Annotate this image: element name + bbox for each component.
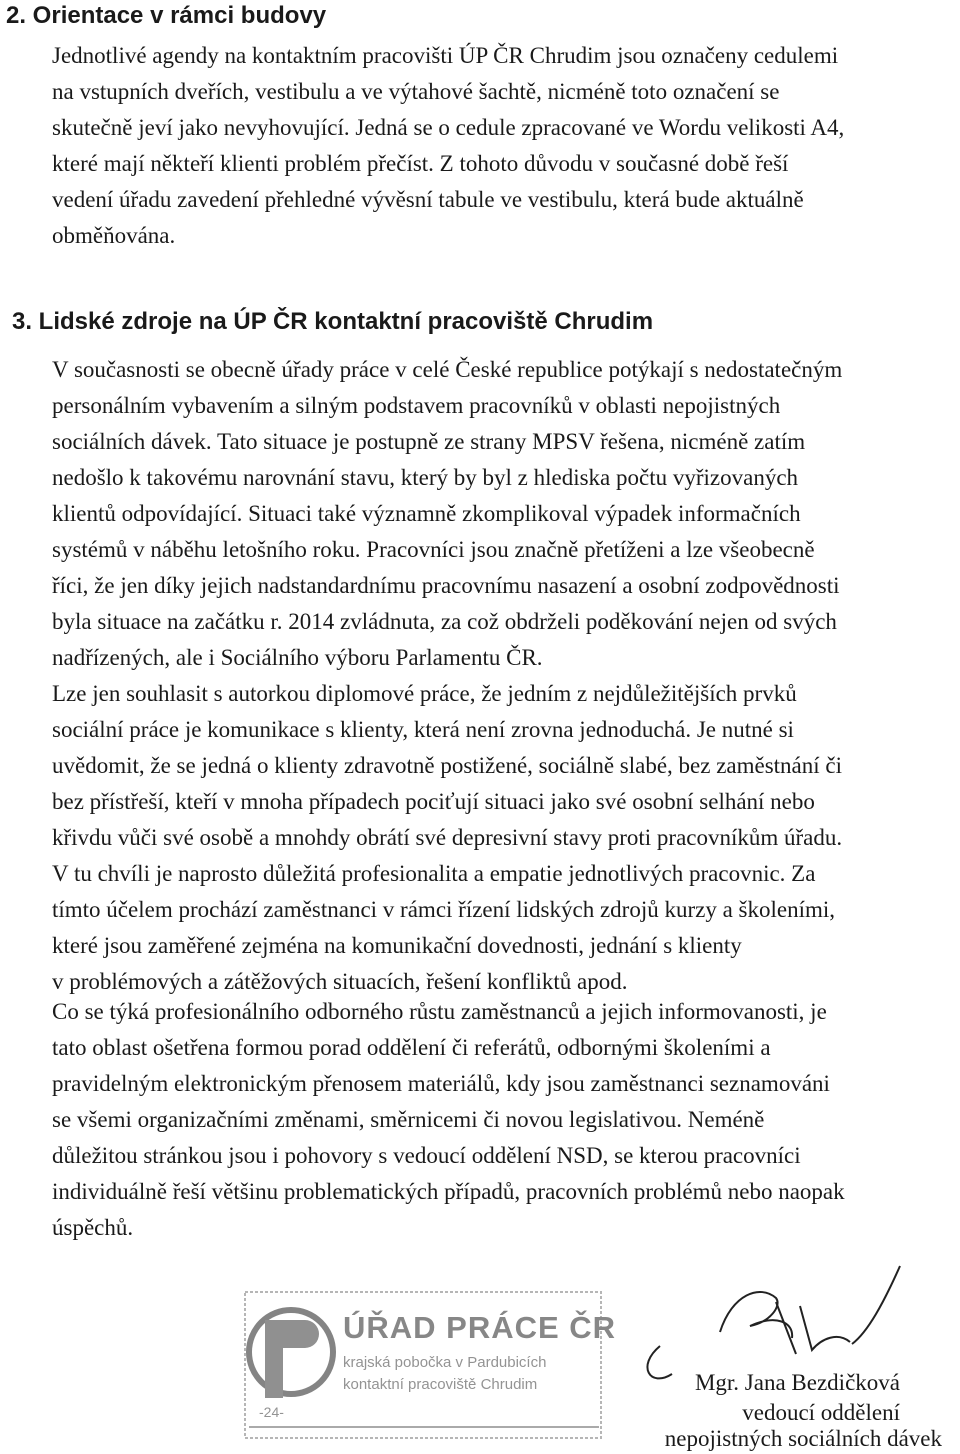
text-line: křivdu vůči své osobě a mnohdy obrátí své depresivní stavy proti pracovníkům úřadu. [52,825,843,850]
signature-block [600,1262,930,1402]
text-line: personálním vybavením a silným podstavem pracovníků v oblasti nepojistných [52,393,781,418]
text-line: nadřízených, ale i Sociálního výboru Parlamentu ČR. [52,645,543,670]
text-line: bez přístřeší, kteří v mnoha případech pociťují situaci jako své osobní selhání nebo [52,789,815,814]
text-line: v problémových a zátěžových situacích, řešení konfliktů apod. [52,969,628,994]
text-line: Lze jen souhlasit s autorkou diplomové práce, že jedním z nejdůležitějších prvků [52,681,797,706]
signatory-name: Mgr. Jana Bezdičková [694,1370,900,1395]
text-line: klientů odpovídající. Situaci také významně zkomplikoval výpadek informačních [52,501,801,526]
stamp-line-1: krajská pobočka v Pardubicích [343,1354,547,1371]
text-line: skutečně jeví jako nevyhovující. Jedná se o cedule zpracované ve Wordu velikosti A4, [52,115,845,140]
section-2-heading: 2. Orientace v rámci budovy [6,2,327,29]
text-line: sociální práce je komunikace s klienty, která není zrovna jednoduchá. Je nutné si [52,717,794,742]
office-stamp [243,1290,617,1440]
text-line: tato oblast ošetřena formou porad oddělení či referátů, odbornými školeními a [52,1035,771,1060]
text-line: vedení úřadu zavedení přehledné vývěsní tabule ve vestibulu, která bude aktuálně [52,187,804,212]
signatory-role-1: vedoucí oddělení [742,1400,900,1425]
text-line: V tu chvíli je naprosto důležitá profesionalita a empatie jednotlivých pracovnic. Za [52,861,816,886]
text-line: které mají někteří klienti problém přečíst. Z tohoto důvodu v současné době řeší [52,151,789,176]
section-2-paragraph [52,38,942,254]
text-line: pravidelným elektronickým přenosem materiálů, kdy jsou zaměstnanci seznamováni [52,1071,830,1096]
text-line: které jsou zaměřené zejména na komunikační dovednosti, jednání s klienty [52,933,742,958]
stamp-number: -24- [259,1404,284,1420]
text-line: Jednotlivé agendy na kontaktním pracovišti ÚP ČR Chrudim jsou označeny cedulemi [52,43,839,68]
section-3-paragraph-1 [52,352,942,676]
text-line: individuálně řeší většinu problematických případů, pracovních problémů nebo naopak [52,1179,845,1204]
text-line: nedošlo k takovému narovnání stavu, který by byl z hlediska počtu vyřizovaných [52,465,799,490]
text-line: tímto účelem prochází zaměstnanci v rámci řízení lidských zdrojů kurzy a školeními, [52,897,836,922]
text-line: V současnosti se obecně úřady práce v celé České republice potýkají s nedostatečným [52,357,843,382]
text-line: uvědomit, že se jedná o klienty zdravotně postižené, sociálně slabé, bez zaměstnání či [52,753,843,778]
stamp-title: ÚŘAD PRÁCE ČR [343,1310,617,1345]
text-line: byla situace na začátku r. 2014 zvládnuta, za což obdrželi poděkování nejen od svých [52,609,837,634]
section-3-paragraph-3 [52,994,942,1246]
section-3-paragraph-2 [52,676,942,1000]
text-line: se všemi organizačními změnami, směrnicemi či novou legislativou. Neméně [52,1107,765,1132]
text-line: sociálních dávek. Tato situace je postupně ze strany MPSV řešena, nicméně zatím [52,429,806,454]
text-line: obměňována. [52,223,176,248]
section-3-heading: 3. Lidské zdroje na ÚP ČR kontaktní pracoviště Chrudim [12,308,654,335]
stamp-line-2: kontaktní pracoviště Chrudim [343,1376,538,1393]
text-line: říci, že jen díky jejich nadstandardnímu pracovnímu nasazení a osobní zodpovědnosti [52,573,840,598]
text-line: Co se týká profesionálního odborného růstu zaměstnanců a jejich informovanosti, je [52,999,827,1024]
text-line: důležitou stránkou jsou i pohovory s vedoucí oddělení NSD, se kterou pracovníci [52,1143,801,1168]
text-line: úspěchů. [52,1215,134,1240]
text-line: na vstupních dveřích, vestibulu a ve výtahové šachtě, nicméně toto označení se [52,79,780,104]
signatory-role-2: nepojistných sociálních dávek [664,1426,942,1451]
text-line: systémů v náběhu letošního roku. Pracovníci jsou značně přetíženi a lze všeobecně [52,537,815,562]
